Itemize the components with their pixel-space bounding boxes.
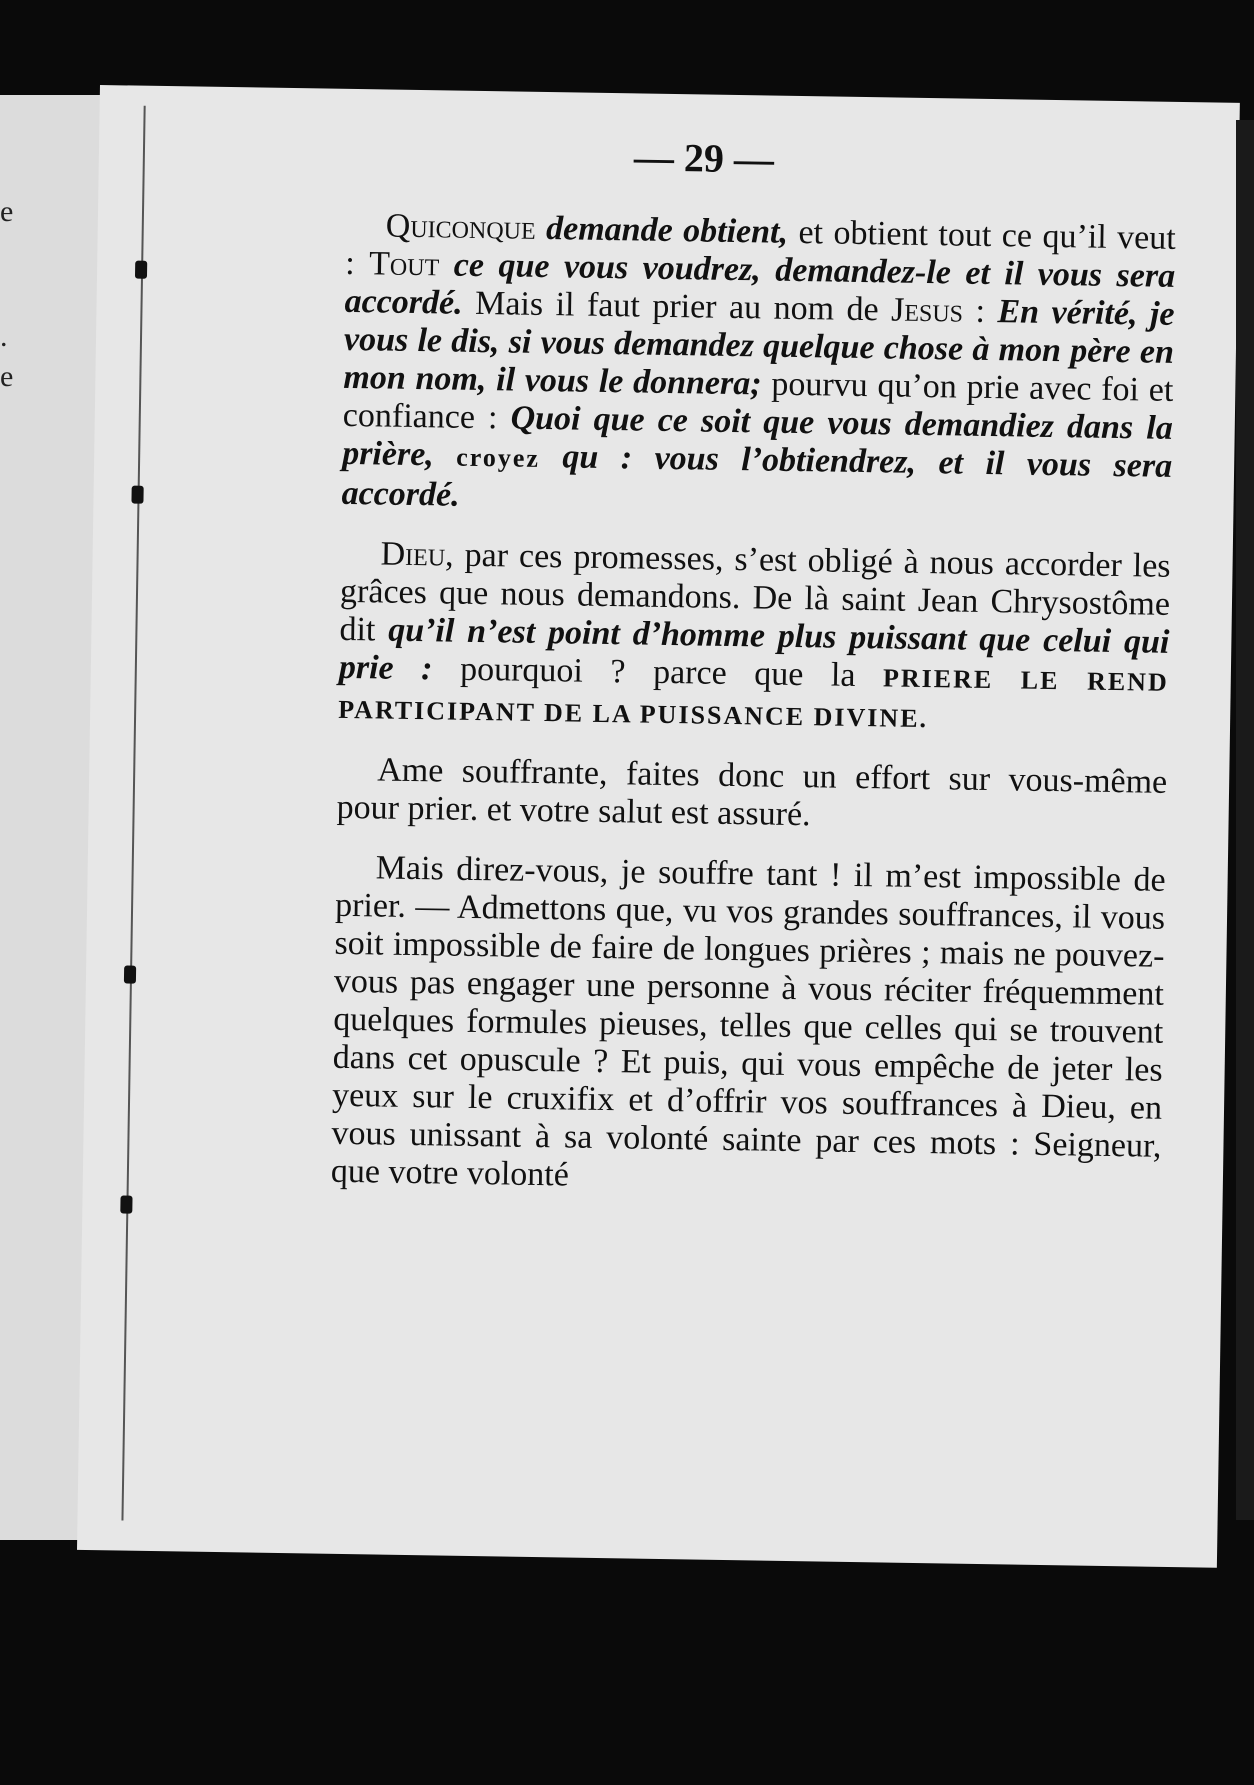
small-caps-word: Jesus — [890, 291, 964, 330]
previous-page-char: e — [0, 195, 14, 228]
scan-border — [1236, 120, 1254, 1520]
text-run: , par ces promesses, s’est obligé à nous accorder les grâces que nous demandons. De là saint Jean Chrysostôme dit — [339, 536, 1171, 649]
binding-staple — [131, 486, 143, 504]
lead-word: Quiconque — [385, 207, 536, 247]
italic-quote: qu’il n’est point d’homme plus puissant que celui qui prie : — [338, 611, 1170, 688]
paragraph-3: Ame souffrante, faites donc un effort sur vous-même pour prier. et votre salut est assuré. — [336, 751, 1168, 834]
italic-quote: En vérité, je vous le dis, si vous demandez quelque chose à mon père en mon nom, il vous le donnera; — [343, 293, 1175, 403]
page-gutter-line — [121, 106, 145, 1521]
paragraph-1 — [341, 207, 1176, 526]
italic-phrase: demande obtient, — [545, 210, 789, 251]
paragraph-2 — [338, 535, 1171, 742]
page-body — [330, 207, 1176, 1226]
text-run: et obtient tout ce qu’il veut : — [344, 213, 1177, 283]
small-caps-word: Tout — [368, 245, 440, 284]
text-run: Mais il faut prier au nom de — [462, 284, 892, 329]
italic-quote: ce que vous voudrez, demandez-le et il vous sera accordé. — [344, 246, 1176, 322]
lead-word: Dieu — [380, 535, 446, 574]
previous-page-char: . — [0, 320, 8, 353]
italic-quote: qu : vous l’obtiendrez, et il vous sera accordé. — [341, 437, 1173, 514]
binding-staple — [124, 965, 136, 983]
binding-staple — [120, 1195, 132, 1213]
paragraph-4: Mais direz-vous, je souffre tant ! il m’est impossible de prier. — Admettons que, vu vos grandes souffrances, il vous soit impossible de faire de longues prières ; mais ne pouvez-vous pas engager une personne à vous réciter fréquemment quelques formules pieuses, telles que celles qui se trouvent dans cet opuscule ? Et puis, qui vous empêche de jeter les yeux sur le cruxifix et d’offrir vos souffrances à Dieu, en vous unissant à sa volonté sainte par ces mots : Seigneur, que votre volonté — [330, 849, 1166, 1194]
book-page — [77, 85, 1240, 1568]
italic-quote: Quoi que ce soit que vous demandiez dans la prière, — [341, 399, 1174, 474]
text-run: pourquoi ? parce que la — [432, 650, 884, 695]
text-run: pourvu qu’on prie avec foi et confiance : — [342, 365, 1174, 437]
page-number: — 29 — — [633, 134, 775, 182]
previous-page-char: e — [0, 360, 14, 393]
text-run: : — [962, 292, 998, 331]
binding-staple — [135, 261, 147, 279]
caps-word: croyez — [433, 442, 541, 473]
caps-phrase: PRIERE LE REND PARTICIPANT DE LA PUISSANCE DIVINE. — [337, 663, 1169, 734]
